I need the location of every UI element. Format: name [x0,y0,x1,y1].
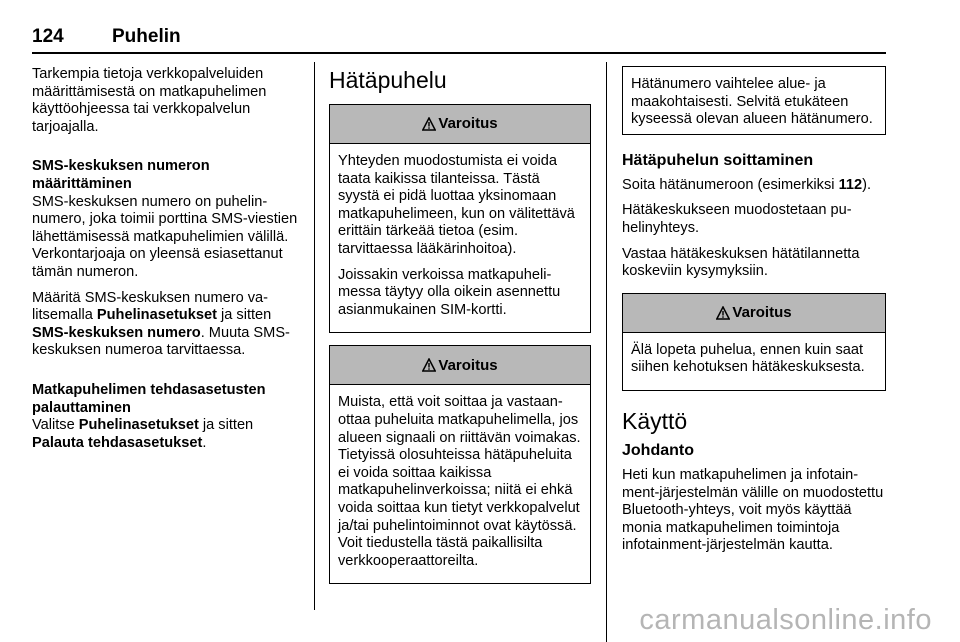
column-1 [32,66,300,460]
menu-term-phone-settings: Puhelinasetukset [78,417,199,434]
warning-box-2 [329,345,591,584]
emergency-call-heading: Hätäpuhelu [329,67,447,93]
warning-triangle-icon [422,358,436,372]
column-2 [329,66,591,596]
menu-term-phone-settings: Puhelinasetukset [96,307,217,324]
call-paragraph-3: Vastaa hätäkeskuksen hätätilannetta koskeviin kysymyksiin. [622,245,860,280]
page-number: 124 [32,26,64,47]
warning-header [623,294,885,333]
introduction-heading: Johdanto [622,441,694,459]
warning-triangle-icon [422,117,436,131]
section-title: Puhelin [112,26,181,47]
warning-label: Varoitus [438,115,498,133]
warning-body [623,333,885,390]
warning-paragraph: Joissakin verkoissa matkapuhelimessa täytyy olla oikein asennettu asianmukainen SIM-kortti. [338,266,561,318]
reset-heading-line-1: Matkapuhelimen tehdasasetusten [32,381,266,398]
emergency-number-note-box: Hätänumero vaihtelee alue- ja maakohtaisesti. Selvitä etukäteen kyseessä olevan alueen hätänumero. [622,66,886,135]
call-paragraph-1 [622,177,886,195]
warning-body [330,385,590,583]
emergency-number: 112 [838,176,863,193]
warning-box-3 [622,293,886,391]
text-run: Määritä SMS-keskuksen numero valitsemalla [32,289,269,324]
making-emergency-call-heading: Hätäpuhelun soittaminen [622,151,814,169]
warning-body [330,144,590,332]
warning-label: Varoitus [732,303,792,321]
column-divider-1 [314,62,315,610]
sms-paragraph-2 [32,290,300,360]
warning-label: Varoitus [438,356,498,374]
sms-heading-line-1: SMS-keskuksen numeron [32,158,210,175]
warning-header [330,105,590,144]
menu-term-factory-reset: Palauta tehdasasetukset [32,434,203,451]
menu-term-sms-centre: SMS-keskuksen numero [32,324,201,341]
watermark: carmanualsonline.info [639,604,932,636]
warning-header [330,346,590,385]
text-run: ja sitten [216,307,272,324]
sms-paragraph-1: SMS-keskuksen numero on puhelinnumero, joka toimii porttina SMS-viestien lähettämisessä matkapuhelimien välillä. Verkontarjoaja on yleensä esiasettanut tämän numeron. [32,193,298,280]
text-run: . [202,434,207,451]
text-run: ja sitten [198,417,254,434]
warning-paragraph: Älä lopeta puhelua, ennen kuin saat siihen kehotuksen hätäkeskuksesta. [631,341,865,376]
warning-paragraph: Yhteyden muodostumista ei voida taata kaikissa tilanteissa. Tästä syystä ei pidä luottaa yksinomaan matkapuhelimeen, kun on välitettävä erittäin tärkeää tietoa (esim. tarvittaessa lääkärinhoitoa). [338,153,575,257]
page-header [32,22,886,54]
text-run: ). [862,176,872,193]
reset-paragraph [32,417,300,452]
introduction-paragraph: Heti kun matkapuhelimen ja infotainment-järjestelmän välille on muodostettu Bluetooth-yhteys, voit myös käyttää monia matkapuhelimen toimintoja infotainment-järjestelmän kautta. [622,466,884,554]
column-3 [622,66,886,563]
reset-heading-line-2: palauttaminen [32,399,131,416]
warning-box-1 [329,104,591,333]
column-divider-2 [606,62,607,642]
text-run: Valitse [32,417,79,434]
text-run: . Muuta SMS-keskuksen numeroa tarvittaessa. [32,324,290,359]
call-paragraph-2: Hätäkeskukseen muodostetaan puhelinyhteys. [622,202,852,236]
intro-paragraph: Tarkempia tietoja verkkopalveluiden määrittämisestä on matkapuhelimen käyttöohjeessa tai verkkopalvelun tarjoajalla. [32,66,267,135]
text-run: Soita hätänumeroon (esimerkiksi [622,176,839,193]
warning-paragraph: Muista, että voit soittaa ja vastaanottaa puheluita matkapuhelimella, jos alueen signaali on riittävän voimakas. Tietyissä olosuhteissa hätäpuheluita ei voida soittaa kaikissa matkapuhelinverkoissa; niitä ei ehkä voida soittaa kun tietyt verkkopalvelut ja/tai puhelintoiminnot ovat käytössä. Voit tiedustella tästä paikallisilta verkkooperaattoreilta. [338,394,581,569]
usage-heading: Käyttö [622,407,688,434]
warning-triangle-icon [716,306,730,320]
sms-heading-line-2: määrittäminen [32,175,132,192]
